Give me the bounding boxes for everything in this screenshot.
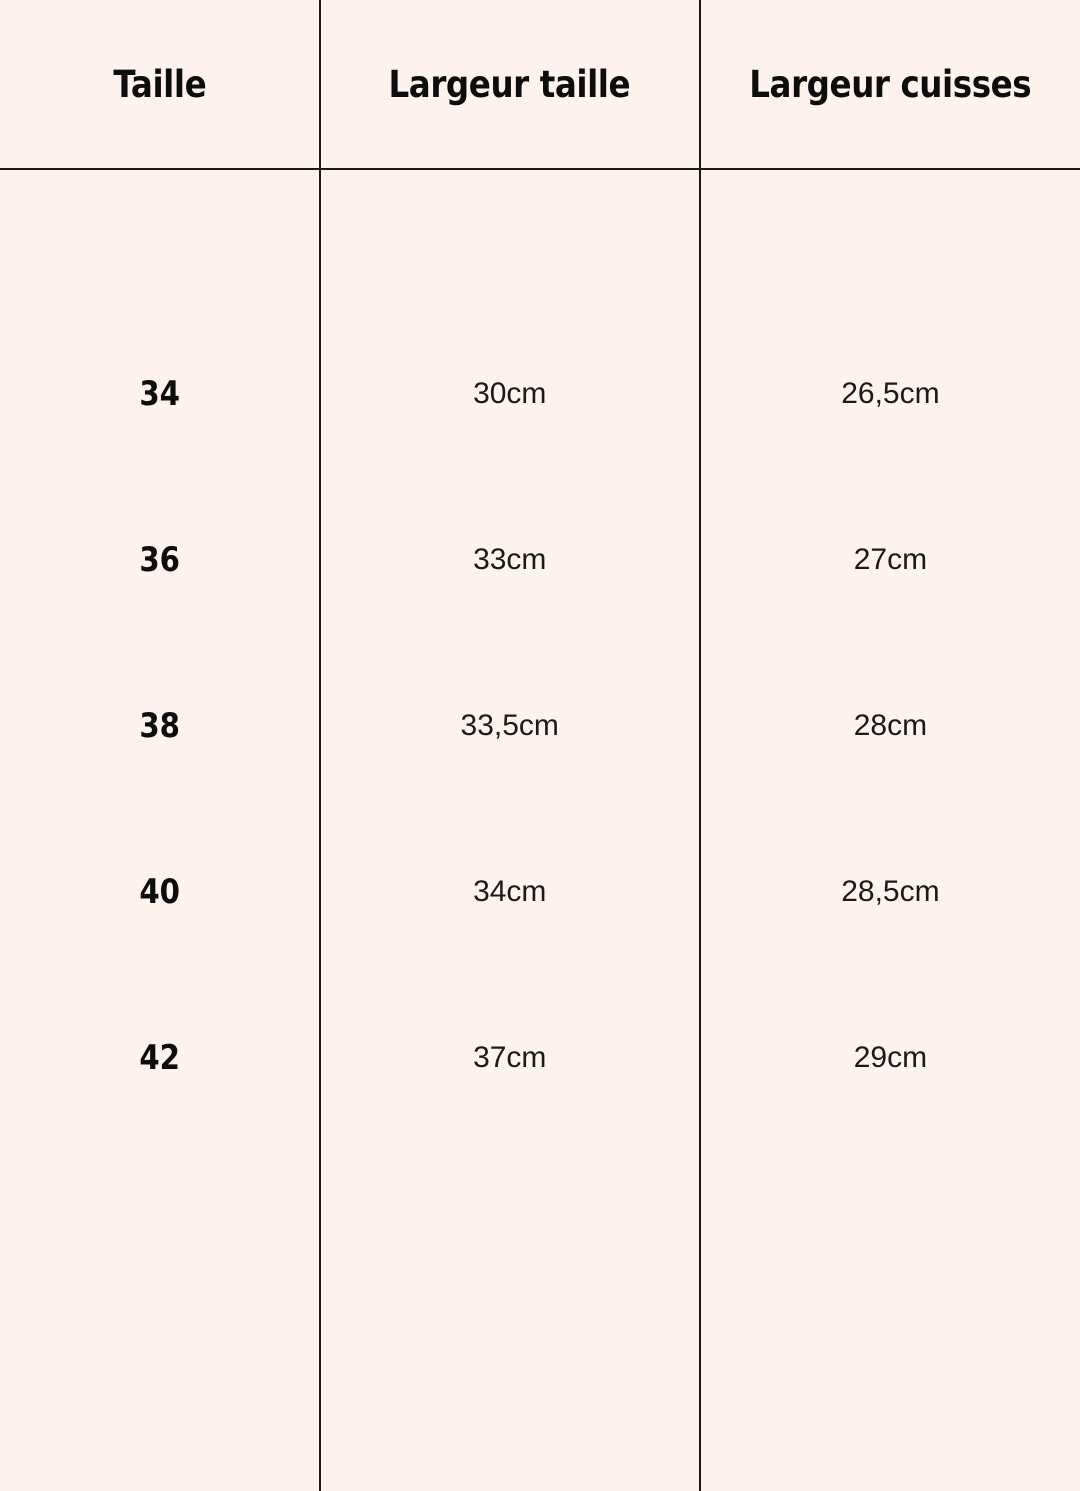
- waist-value: 37cm: [473, 1041, 547, 1074]
- cell-waist: [320, 477, 700, 643]
- cell-size: [0, 809, 320, 975]
- thigh-value: 26,5cm: [841, 377, 940, 410]
- cell-size: [0, 975, 320, 1141]
- table-header: [0, 0, 1080, 169]
- column-header-waist: [320, 0, 700, 169]
- cell-thigh: [700, 809, 1080, 975]
- table-row: [0, 809, 1080, 975]
- cell-thigh: [700, 975, 1080, 1141]
- spacer-cell-thigh: [700, 169, 1080, 311]
- cell-waist: [320, 809, 700, 975]
- cell-waist: [320, 643, 700, 809]
- thigh-value: 28,5cm: [841, 875, 940, 908]
- spacer-row-top: [0, 169, 1080, 311]
- column-header-size-label: Taille: [112, 62, 206, 106]
- column-header-waist-label: Largeur taille: [388, 62, 631, 106]
- header-row: [0, 0, 1080, 169]
- size-value: 34: [138, 374, 180, 414]
- thigh-value: 27cm: [853, 543, 928, 576]
- size-value: 36: [138, 540, 180, 580]
- cell-thigh: [700, 477, 1080, 643]
- column-header-thigh: [700, 0, 1080, 169]
- waist-value: 33,5cm: [460, 709, 559, 742]
- waist-value: 30cm: [473, 377, 547, 410]
- cell-thigh: [700, 311, 1080, 477]
- spacer-cell-size: [0, 169, 320, 311]
- size-value: 40: [138, 872, 180, 912]
- table-row: [0, 975, 1080, 1141]
- table-row: [0, 643, 1080, 809]
- waist-value: 34cm: [473, 875, 547, 908]
- spacer-cell-size: [0, 1141, 320, 1491]
- table-body: [0, 169, 1080, 1491]
- column-header-size: [0, 0, 320, 169]
- cell-size: [0, 643, 320, 809]
- thigh-value: 28cm: [853, 709, 928, 742]
- spacer-cell-waist: [320, 169, 700, 311]
- cell-waist: [320, 311, 700, 477]
- waist-value: 33cm: [473, 543, 547, 576]
- size-value: 38: [138, 706, 180, 746]
- cell-size: [0, 477, 320, 643]
- table-row: [0, 477, 1080, 643]
- table-row: [0, 311, 1080, 477]
- spacer-cell-waist: [320, 1141, 700, 1491]
- cell-size: [0, 311, 320, 477]
- spacer-cell-thigh: [700, 1141, 1080, 1491]
- column-header-thigh-label: Largeur cuisses: [749, 62, 1032, 106]
- spacer-row-bottom: [0, 1141, 1080, 1491]
- cell-thigh: [700, 643, 1080, 809]
- thigh-value: 29cm: [853, 1041, 928, 1074]
- size-value: 42: [138, 1038, 180, 1078]
- cell-waist: [320, 975, 700, 1141]
